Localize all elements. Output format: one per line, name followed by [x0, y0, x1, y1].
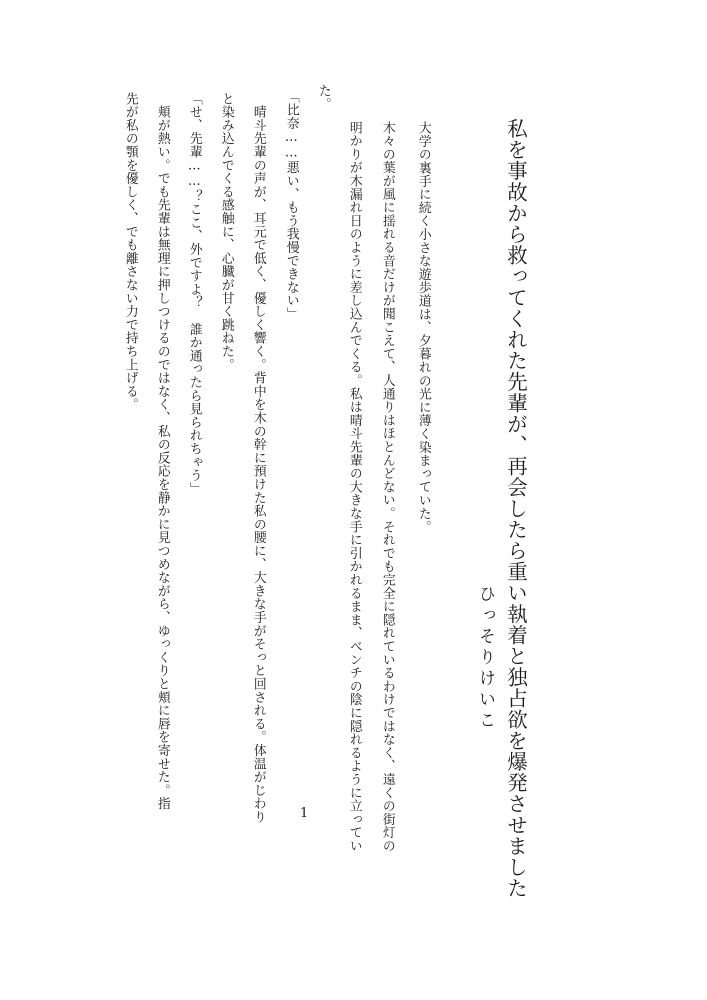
body-line-8: 「せ、先輩……？ここ、外ですよ？ 誰か通ったら見られちゃう」 [186, 92, 202, 496]
body-line-1: 大学の裏手に続く小さな遊歩道は、夕暮れの光に薄く染まっていた。 [415, 108, 431, 534]
body-line-2: 木々の葉が風に揺れる音だけが聞こえて、人通りはほとんどない。それでも完全に隠れているわけではなく、遠くの街灯の [379, 121, 395, 853]
author-name: ひっそりけいこ [475, 585, 495, 732]
document-title: 私を事故から救ってくれた先輩が、再会したら重い執着と独占欲を爆発させました [503, 118, 528, 899]
body-line-3: 明かりが木漏れ日のように差し込んでくる。私は晴斗先輩の大きな手に引かれるまま、ベンチの陰に隠れるように立ってい [346, 121, 362, 853]
body-line-10: 先が私の顎を優しく、でも離さない力で持ち上げる。 [122, 92, 138, 412]
body-line-9: 頬が熱い。でも先輩は無理に押しつけるのではなく、私の反応を静かに見つめながら、ゆっくりと頬に唇を寄せた。指 [154, 92, 170, 811]
body-line-4: た。 [315, 84, 331, 111]
body-line-7: と染み込んでくる感触に、心臓が甘く跳ねた。 [218, 92, 234, 372]
body-line-5: 「比奈……悪い、もう我慢できない」 [283, 90, 299, 321]
body-line-6: 晴斗先輩の声が、耳元で低く、優しく響く。背中を木の幹に預けた私の腰に、大きな手がそっと回される。体温がじわり [250, 92, 266, 824]
page-number: 1 [300, 806, 309, 821]
